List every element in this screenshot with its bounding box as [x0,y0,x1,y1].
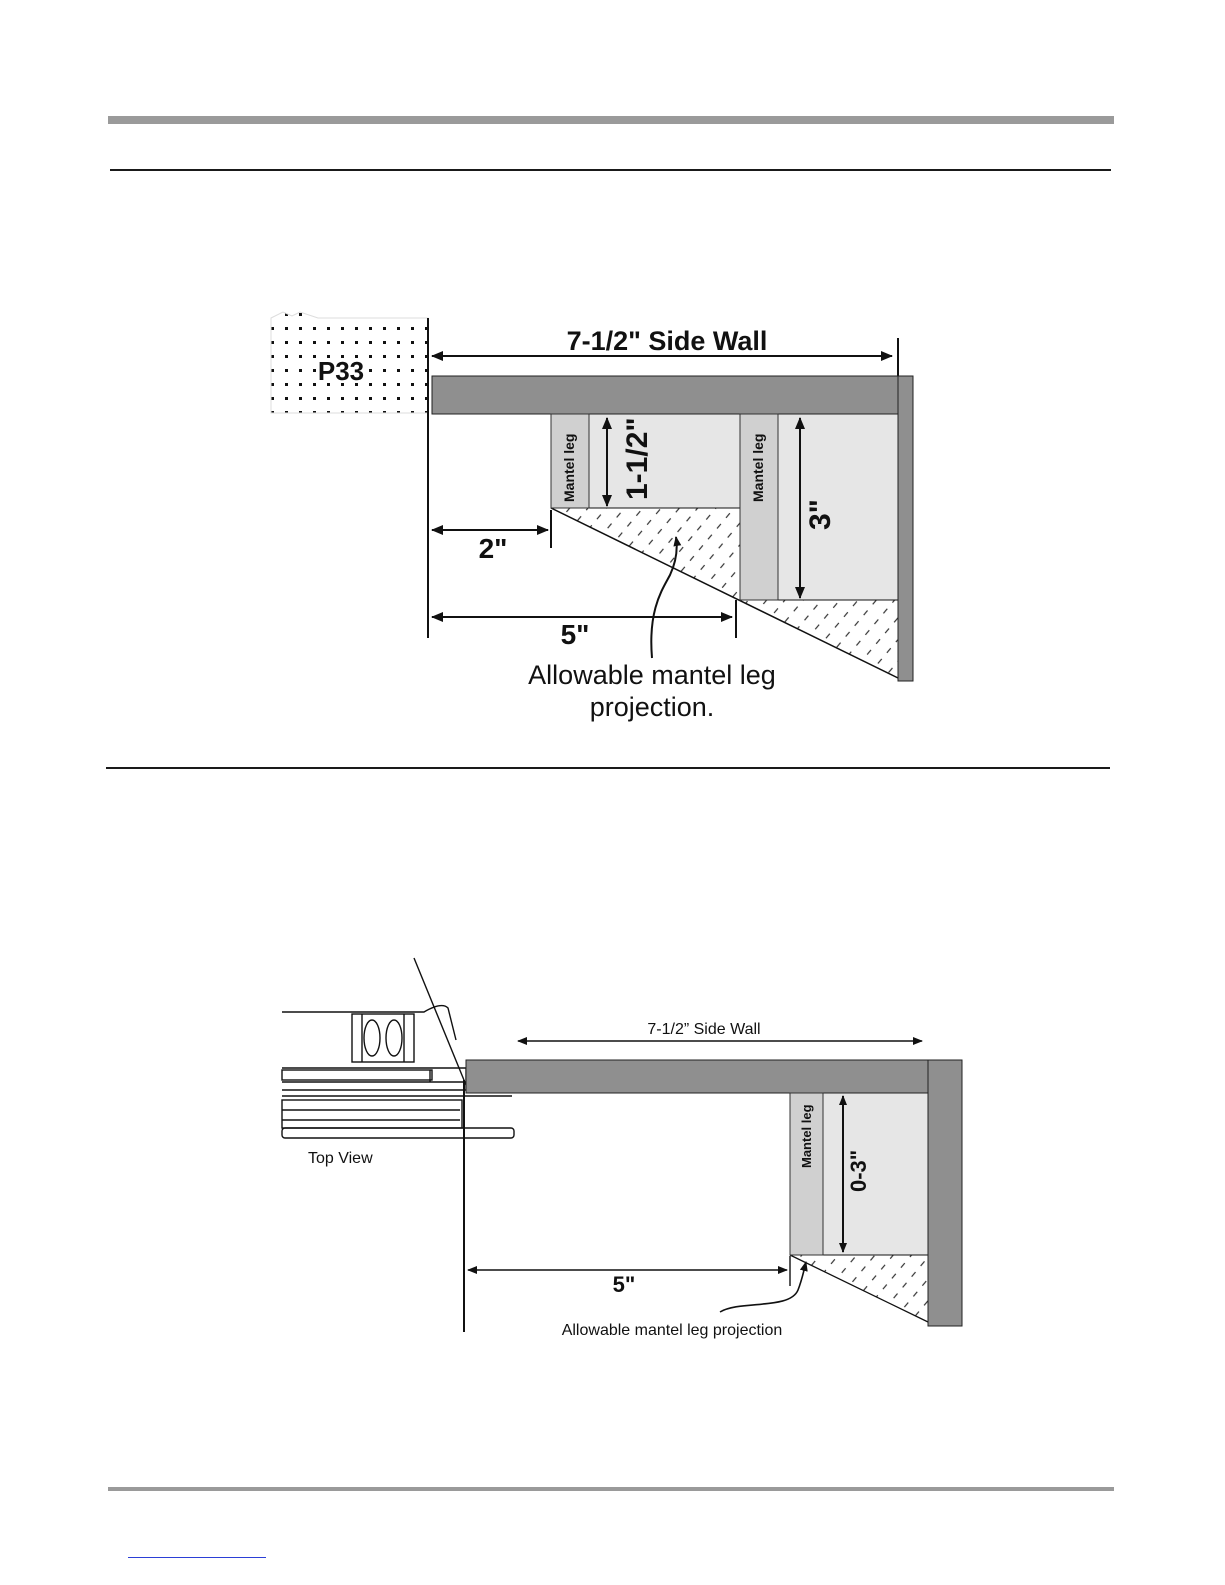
side-wall-2 [928,1060,962,1326]
fireplace-top-view [282,958,514,1138]
top-view-label: Top View [308,1150,373,1167]
p33-label: P33 [317,356,365,386]
side-wall-label: 7-1/2" Side Wall [566,326,768,356]
side-wall-label-2: 7-1/2” Side Wall [647,1021,761,1038]
mantel-shelf-2 [466,1060,962,1093]
leg-height-label-2: 0-3" [846,1149,871,1192]
leg-1-height-label: 1-1/2" [621,417,654,500]
five-inch-label-2: 5" [612,1272,636,1297]
callout-line-1: Allowable mantel leg [528,660,776,690]
two-inch-label: 2" [478,533,508,564]
mantel-leg-2-label: Mantel leg [750,433,766,502]
mantel-leg-3-label: Mantel leg [799,1104,814,1168]
leg-2-height-label: 3" [804,499,837,530]
five-inch-label: 5" [560,619,590,650]
mantel-leg-1-label: Mantel leg [561,433,577,502]
callout-line-2: projection. [589,692,715,722]
callout-2: Allowable mantel leg projection [561,1322,783,1339]
